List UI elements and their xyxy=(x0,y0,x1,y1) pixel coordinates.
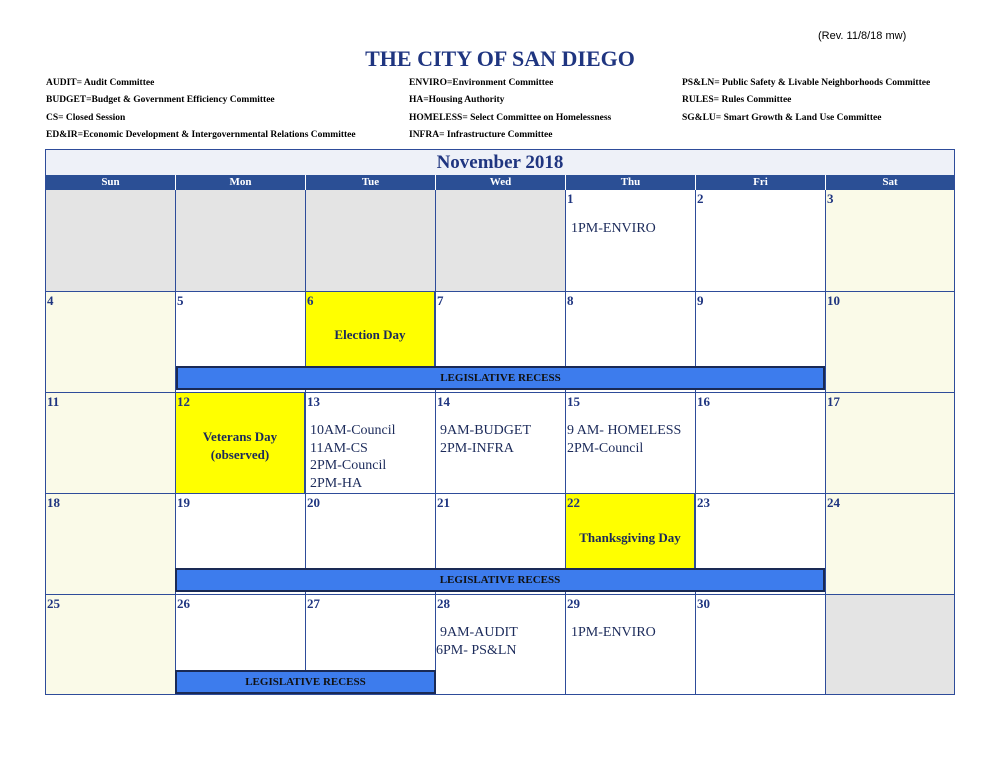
weekday-fri: Fri xyxy=(696,175,826,190)
event-list xyxy=(567,422,681,457)
legend-item: AUDIT= Audit Committee xyxy=(46,78,155,88)
holiday-highlight xyxy=(306,292,435,366)
event-list xyxy=(571,220,656,238)
event-list xyxy=(310,422,396,492)
day-number: 1 xyxy=(567,191,574,206)
legend-item: PS&LN= Public Safety & Livable Neighborhoods Committee xyxy=(682,78,931,88)
day-number: 15 xyxy=(567,394,580,409)
day-number: 17 xyxy=(827,394,840,409)
event-item[interactable]: 6PM- PS&LN xyxy=(436,642,517,658)
day-cell-17[interactable] xyxy=(826,393,954,494)
day-number: 19 xyxy=(177,495,190,510)
day-cell-25[interactable] xyxy=(46,595,176,694)
legislative-recess-bar: LEGISLATIVE RECESS xyxy=(175,568,825,592)
day-number: 11 xyxy=(47,394,60,409)
day-number: 12 xyxy=(177,394,190,409)
legend xyxy=(46,76,966,146)
weekday-thu: Thu xyxy=(566,175,696,190)
day-cell-10[interactable] xyxy=(826,292,954,393)
legend-column-3 xyxy=(682,76,930,128)
day-number: 22 xyxy=(567,495,580,510)
day-number: 2 xyxy=(697,191,704,206)
day-number: 14 xyxy=(437,394,450,409)
event-item[interactable]: 2PM-INFRA xyxy=(440,440,514,456)
holiday-label: Thanksgiving Day xyxy=(579,530,681,545)
calendar-grid xyxy=(45,149,955,695)
day-cell-29[interactable] xyxy=(566,595,696,694)
day-cell-14[interactable] xyxy=(436,393,566,494)
weekday-tue: Tue xyxy=(306,175,436,190)
event-item[interactable]: 2PM-Council xyxy=(310,458,387,473)
day-number: 13 xyxy=(307,394,320,409)
event-item[interactable]: 9AM-BUDGET xyxy=(440,423,531,438)
event-item[interactable]: 1PM-ENVIRO xyxy=(571,221,656,236)
day-cell-18[interactable] xyxy=(46,494,176,595)
day-cell-13[interactable] xyxy=(306,393,436,494)
event-item[interactable]: 2PM-HA xyxy=(310,475,363,491)
day-cell-4[interactable] xyxy=(46,292,176,393)
event-item[interactable]: 2PM-Council xyxy=(567,440,644,456)
legend-item: HA=Housing Authority xyxy=(409,95,505,106)
day-cell-1[interactable] xyxy=(566,190,696,292)
event-list xyxy=(436,624,518,659)
day-number: 20 xyxy=(307,495,320,510)
day-cell-empty xyxy=(306,190,436,292)
holiday-highlight xyxy=(566,494,695,568)
legislative-recess-bar: LEGISLATIVE RECESS xyxy=(175,670,436,694)
weekday-wed: Wed xyxy=(436,175,566,190)
day-number: 26 xyxy=(177,596,190,611)
day-cell-3[interactable] xyxy=(826,190,954,292)
day-number: 27 xyxy=(307,596,320,611)
legend-column-1 xyxy=(46,76,356,145)
day-cell-15[interactable] xyxy=(566,393,696,494)
event-item[interactable]: 10AM-Council xyxy=(310,423,396,438)
day-number: 3 xyxy=(827,191,834,206)
event-list xyxy=(571,624,656,642)
event-item[interactable]: 9 AM- HOMELESS xyxy=(567,423,682,438)
day-cell-16[interactable] xyxy=(696,393,826,494)
day-number: 29 xyxy=(567,596,580,611)
event-item[interactable]: 1PM-ENVIRO xyxy=(571,625,656,640)
legend-item: ENVIRO=Environment Committee xyxy=(409,78,554,88)
day-cell-28[interactable] xyxy=(436,595,566,694)
day-number: 4 xyxy=(47,293,54,308)
day-cell-12[interactable] xyxy=(176,393,306,494)
holiday-label: Election Day xyxy=(334,327,406,342)
month-title: November 2018 xyxy=(46,150,954,175)
day-cell-empty xyxy=(176,190,306,292)
weekday-sun: Sun xyxy=(46,175,176,190)
holiday-label: (observed) xyxy=(210,447,270,462)
day-number: 6 xyxy=(307,293,314,308)
weekday-sat: Sat xyxy=(826,175,954,190)
day-cell-2[interactable] xyxy=(696,190,826,292)
day-number: 5 xyxy=(177,293,184,308)
event-item[interactable]: 9AM-AUDIT xyxy=(440,625,518,640)
holiday-label: Veterans Day xyxy=(202,429,278,444)
page-title: THE CITY OF SAN DIEGO xyxy=(365,46,635,71)
day-cell-empty xyxy=(826,595,954,694)
holiday-highlight xyxy=(176,393,305,493)
day-number: 18 xyxy=(47,495,60,510)
day-number: 25 xyxy=(47,596,60,611)
day-number: 7 xyxy=(437,293,444,308)
day-cell-30[interactable] xyxy=(696,595,826,694)
day-cell-empty xyxy=(436,190,566,292)
legend-item: HOMELESS= Select Committee on Homelessness xyxy=(409,112,612,123)
day-number: 10 xyxy=(827,293,840,308)
day-number: 24 xyxy=(827,495,840,510)
legend-item: ED&IR=Economic Development & Intergovernmental Relations Committee xyxy=(46,129,356,140)
day-number: 8 xyxy=(567,293,574,308)
legend-column-2 xyxy=(409,76,611,145)
legend-item: RULES= Rules Committee xyxy=(682,95,792,106)
day-number: 16 xyxy=(697,394,710,409)
legend-item: CS= Closed Session xyxy=(46,112,126,123)
legislative-recess-bar: LEGISLATIVE RECESS xyxy=(176,366,825,390)
day-cell-empty xyxy=(46,190,176,292)
day-number: 9 xyxy=(697,293,704,308)
weekday-mon: Mon xyxy=(176,175,306,190)
legend-item: INFRA= Infrastructure Committee xyxy=(409,129,553,140)
day-cell-11[interactable] xyxy=(46,393,176,494)
day-cell-24[interactable] xyxy=(826,494,954,595)
revision-note: (Rev. 11/8/18 mw) xyxy=(818,30,907,42)
event-list xyxy=(440,422,531,457)
legend-item: BUDGET=Budget & Government Efficiency Committee xyxy=(46,95,275,106)
day-number: 30 xyxy=(697,596,710,611)
legend-item: SG&LU= Smart Growth & Land Use Committee xyxy=(682,112,882,123)
day-number: 21 xyxy=(437,495,450,510)
day-number: 23 xyxy=(697,495,710,510)
day-number: 28 xyxy=(437,596,450,611)
event-item[interactable]: 11AM-CS xyxy=(310,440,368,456)
